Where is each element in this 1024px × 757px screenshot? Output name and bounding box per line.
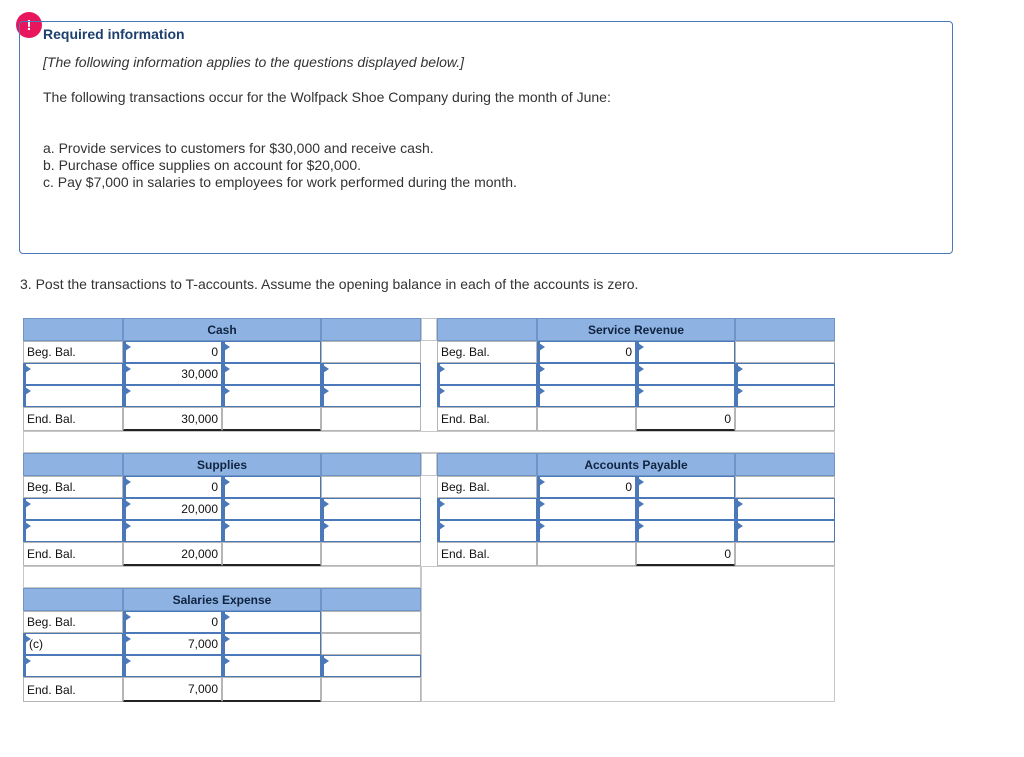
revenue-header-left: [437, 318, 537, 341]
cash-row1-debit-input[interactable]: 30,000: [123, 363, 222, 385]
payable-beg-label: Beg. Bal.: [437, 476, 537, 498]
accounts-payable-title: Accounts Payable: [537, 453, 735, 476]
cash-end-label: End. Bal.: [23, 407, 123, 431]
cash-beg-blank: [321, 341, 421, 363]
payable-beg-blank: [735, 476, 835, 498]
revenue-row1-label2-input[interactable]: [735, 363, 835, 385]
revenue-row2-debit-input[interactable]: [537, 385, 636, 407]
salaries-beg-debit-input[interactable]: 0: [123, 611, 222, 633]
supplies-beg-label: Beg. Bal.: [23, 476, 123, 498]
salaries-row2-label-input[interactable]: [23, 655, 123, 677]
cash-header-right: [321, 318, 421, 341]
salaries-row2-credit-input[interactable]: [222, 655, 321, 677]
t-accounts-grid: [23, 318, 835, 702]
payable-row2-debit-input[interactable]: [537, 520, 636, 542]
payable-row1-label2-input[interactable]: [735, 498, 835, 520]
payable-end-debit: [537, 542, 636, 566]
payable-row1-debit-input[interactable]: [537, 498, 636, 520]
supplies-beg-credit-input[interactable]: [222, 476, 321, 498]
payable-end-label: End. Bal.: [437, 542, 537, 566]
alert-icon: !: [16, 12, 42, 38]
salaries-beg-blank: [321, 611, 421, 633]
salaries-beg-credit-input[interactable]: [222, 611, 321, 633]
spacer-row: [23, 566, 421, 588]
revenue-beg-credit-input[interactable]: [636, 341, 735, 363]
payable-header-right: [735, 453, 835, 476]
transaction-list: [43, 140, 517, 191]
payable-end-credit: 0: [636, 542, 735, 566]
cash-end-blank: [321, 407, 421, 431]
payable-row1-credit-input[interactable]: [636, 498, 735, 520]
supplies-row1-debit-input[interactable]: 20,000: [123, 498, 222, 520]
supplies-end-debit: 20,000: [123, 542, 222, 566]
revenue-end-label: End. Bal.: [437, 407, 537, 431]
question-text: 3. Post the transactions to T-accounts. Assume the opening balance in each of the accounts is zero.: [20, 276, 639, 292]
revenue-beg-label: Beg. Bal.: [437, 341, 537, 363]
supplies-row2-label2-input[interactable]: [321, 520, 421, 542]
supplies-end-blank: [321, 542, 421, 566]
salaries-row1-label-input[interactable]: (c): [23, 633, 123, 655]
revenue-row1-debit-input[interactable]: [537, 363, 636, 385]
supplies-row2-label-input[interactable]: [23, 520, 123, 542]
supplies-end-label: End. Bal.: [23, 542, 123, 566]
supplies-row1-label-input[interactable]: [23, 498, 123, 520]
supplies-title: Supplies: [123, 453, 321, 476]
cash-beg-label: Beg. Bal.: [23, 341, 123, 363]
info-intro: The following transactions occur for the Wolfpack Shoe Company during the month of June:: [43, 89, 611, 105]
supplies-beg-debit-input[interactable]: 0: [123, 476, 222, 498]
transaction-c: c. Pay $7,000 in salaries to employees for work performed during the month.: [43, 174, 517, 190]
supplies-end-credit: [222, 542, 321, 566]
cash-row2-label2-input[interactable]: [321, 385, 421, 407]
payable-end-blank: [735, 542, 835, 566]
supplies-row2-debit-input[interactable]: [123, 520, 222, 542]
revenue-end-debit: [537, 407, 636, 431]
transaction-a: a. Provide services to customers for $30,000 and receive cash.: [43, 140, 434, 156]
revenue-row1-label-input[interactable]: [437, 363, 537, 385]
cash-row1-credit-input[interactable]: [222, 363, 321, 385]
revenue-header-right: [735, 318, 835, 341]
payable-beg-credit-input[interactable]: [636, 476, 735, 498]
salaries-row2-label2-input[interactable]: [321, 655, 421, 677]
payable-row1-label-input[interactable]: [437, 498, 537, 520]
revenue-beg-blank: [735, 341, 835, 363]
spacer-row: [23, 431, 835, 453]
salaries-end-label: End. Bal.: [23, 677, 123, 702]
empty-area: [421, 566, 835, 702]
supplies-beg-blank: [321, 476, 421, 498]
cash-beg-debit-input[interactable]: 0: [123, 341, 222, 363]
revenue-row2-label2-input[interactable]: [735, 385, 835, 407]
cash-header-left: [23, 318, 123, 341]
salaries-header-right: [321, 588, 421, 611]
supplies-header-right: [321, 453, 421, 476]
cash-row2-credit-input[interactable]: [222, 385, 321, 407]
cash-end-credit: [222, 407, 321, 431]
payable-row2-credit-input[interactable]: [636, 520, 735, 542]
cash-row2-label-input[interactable]: [23, 385, 123, 407]
info-title: Required information: [43, 26, 185, 42]
cash-row2-debit-input[interactable]: [123, 385, 222, 407]
revenue-end-blank: [735, 407, 835, 431]
payable-beg-debit-input[interactable]: 0: [537, 476, 636, 498]
supplies-row1-credit-input[interactable]: [222, 498, 321, 520]
revenue-row1-credit-input[interactable]: [636, 363, 735, 385]
salaries-beg-label: Beg. Bal.: [23, 611, 123, 633]
salaries-header-left: [23, 588, 123, 611]
revenue-row2-label-input[interactable]: [437, 385, 537, 407]
salaries-row1-blank: [321, 633, 421, 655]
info-note: [The following information applies to the questions displayed below.]: [43, 54, 465, 70]
spacer: [421, 318, 437, 341]
payable-row2-label-input[interactable]: [437, 520, 537, 542]
payable-header-left: [437, 453, 537, 476]
supplies-row2-credit-input[interactable]: [222, 520, 321, 542]
cash-row1-label2-input[interactable]: [321, 363, 421, 385]
salaries-row1-debit-input[interactable]: 7,000: [123, 633, 222, 655]
cash-title: Cash: [123, 318, 321, 341]
salaries-expense-title: Salaries Expense: [123, 588, 321, 611]
revenue-row2-credit-input[interactable]: [636, 385, 735, 407]
revenue-beg-debit-input[interactable]: 0: [537, 341, 636, 363]
salaries-end-blank: [321, 677, 421, 702]
revenue-end-credit: 0: [636, 407, 735, 431]
payable-row2-label2-input[interactable]: [735, 520, 835, 542]
cash-row1-label-input[interactable]: [23, 363, 123, 385]
cash-end-debit: 30,000: [123, 407, 222, 431]
transaction-b: b. Purchase office supplies on account for $20,000.: [43, 157, 362, 173]
salaries-row1-credit-input[interactable]: [222, 633, 321, 655]
cash-beg-credit-input[interactable]: [222, 341, 321, 363]
salaries-end-debit: 7,000: [123, 677, 222, 702]
service-revenue-title: Service Revenue: [537, 318, 735, 341]
supplies-row1-label2-input[interactable]: [321, 498, 421, 520]
spacer: [421, 453, 437, 476]
supplies-header-left: [23, 453, 123, 476]
salaries-row2-debit-input[interactable]: [123, 655, 222, 677]
salaries-end-credit: [222, 677, 321, 702]
